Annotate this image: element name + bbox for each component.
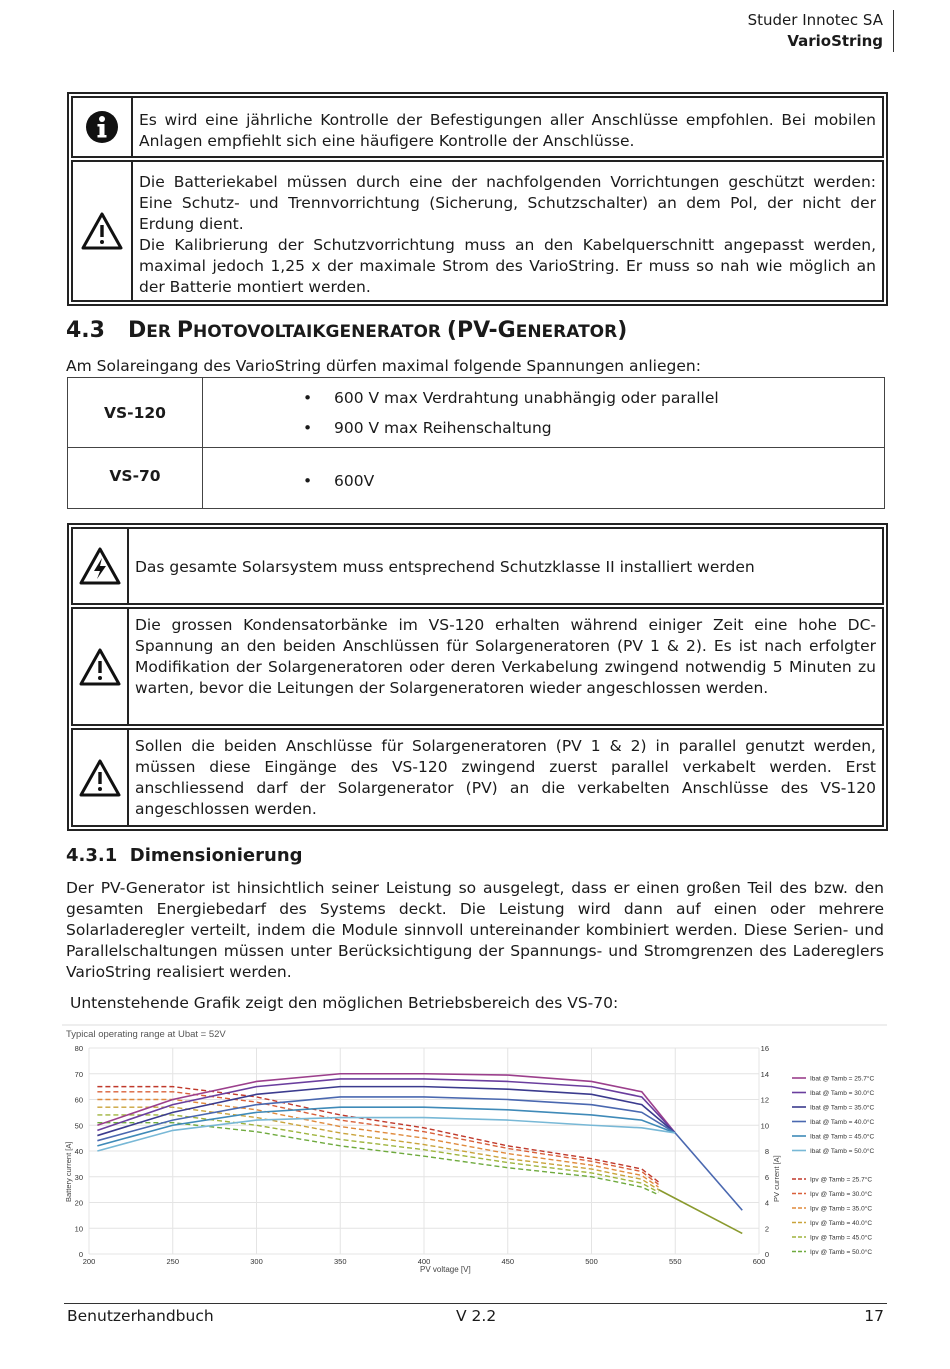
model-name: VS-120 bbox=[68, 378, 203, 448]
list-item: • 600V bbox=[303, 466, 884, 496]
footer-manual: Benutzerhandbuch bbox=[67, 1307, 214, 1325]
notice-text: Die Kalibrierung der Schutzvorrichtung muss an den Kabelquerschnitt angepasst werden, maximal jedoch 1,25 x der maximale Strom des VarioString. Er muss so nah wie möglich an der Batterie montiert werden. bbox=[139, 236, 876, 296]
ipv-series-line bbox=[97, 1107, 658, 1189]
body-paragraph: Untenstehende Grafik zeigt den möglichen Betriebsbereich des VS-70: bbox=[70, 994, 619, 1012]
notice-row-info bbox=[71, 96, 884, 158]
y-tick-label-left: 40 bbox=[74, 1147, 83, 1156]
y-tick-label-right: 12 bbox=[760, 1095, 769, 1105]
notice-box-pv bbox=[67, 523, 888, 831]
list-item: • 900 V max Reihenschaltung bbox=[303, 413, 884, 443]
legend-label: Ibat @ Tamb = 45.0°C bbox=[810, 1133, 875, 1141]
voltage-table bbox=[67, 377, 885, 509]
subsection-heading bbox=[66, 845, 303, 866]
company-name: Studer Innotec SA bbox=[747, 11, 883, 29]
operating-range-chart bbox=[62, 1022, 887, 1280]
notice-row-warning bbox=[71, 607, 884, 726]
notice-text: Die grossen Kondensatorbänke im VS-120 erhalten während einiger Zeit eine hohe DC-Spannung an den beiden Anschlüssen für Solargeneratoren (PV 1 & 2). Es ist nach erfolgter Modifikation der Solargeneratoren oder deren Verkabelung zwingend notwendig 5 Minuten zu warten, bevor die Leitungen der Solargeneratoren wieder angeschlossen werden. bbox=[135, 616, 876, 697]
body-paragraph: Der PV-Generator ist hinsichtlich seiner Leistung so ausgelegt, dass er einen großen Teil des bzw. den gesamten Energiebedarf des Systems deckt. Die Leistung wird dann auf einen oder mehrere Solarladeregler verteilt, indem die Module sinnvoll untereinander kombiniert werden. Diese Serien- und Parallelschaltungen müssen unter Berücksichtigung der Spannungs- und Stromgrenzen des Ladereglers VarioString realisiert werden. bbox=[66, 879, 884, 981]
x-tick-label: 400 bbox=[417, 1257, 431, 1266]
warning-icon bbox=[73, 162, 133, 300]
legend-label: Ipv @ Tamb = 35.0°C bbox=[810, 1205, 873, 1213]
section-title-part: P bbox=[176, 318, 193, 343]
ipv-series-line bbox=[97, 1100, 658, 1188]
page-footer bbox=[64, 1303, 887, 1325]
y-tick-label-left: 0 bbox=[78, 1250, 83, 1259]
chart-title: Typical operating range at Ubat = 52V bbox=[66, 1029, 226, 1040]
y-tick-label-left: 50 bbox=[74, 1121, 83, 1131]
notice-row-warning bbox=[71, 160, 884, 302]
spec-cell bbox=[203, 448, 885, 509]
section-title-part: ENERATOR bbox=[515, 322, 618, 342]
legend-label: Ibat @ Tamb = 40.0°C bbox=[810, 1119, 875, 1126]
x-tick-label: 500 bbox=[585, 1257, 598, 1266]
y-tick-label-left: 80 bbox=[74, 1044, 83, 1053]
section-number: 4.3 bbox=[66, 318, 105, 343]
y-tick-label-right: 0 bbox=[764, 1250, 769, 1259]
footer-page-number: 17 bbox=[864, 1307, 884, 1325]
legend-label: Ipv @ Tamb = 25.7°C bbox=[810, 1176, 873, 1184]
y-axis-label-right: PV current [A] bbox=[772, 1155, 781, 1202]
y-tick-label-left: 10 bbox=[74, 1224, 83, 1234]
warning-icon bbox=[73, 730, 129, 825]
notice-text: Sollen die beiden Anschlüsse für Solargeneratoren (PV 1 & 2) in parallel genutzt werden, müssen diese Eingänge des VS-120 zwingend zuerst parallel verkabelt werden. Erst anschliessend darf der Solargenerator (PV) an die verkabelten Anschlüsse des VS-120 angeschlossen werden. bbox=[135, 737, 876, 818]
table-row bbox=[68, 448, 885, 509]
product-name: VarioString bbox=[787, 32, 883, 50]
y-tick-label-left: 20 bbox=[74, 1198, 83, 1208]
legend-label: Ipv @ Tamb = 40.0°C bbox=[810, 1220, 873, 1227]
notice-box-battery bbox=[67, 92, 888, 306]
y-tick-label-right: 2 bbox=[764, 1224, 769, 1234]
section-title-part: D bbox=[127, 318, 147, 343]
legend-label: Ipv @ Tamb = 45.0°C bbox=[810, 1234, 873, 1242]
x-axis-label: PV voltage [V] bbox=[420, 1265, 471, 1274]
list-item: • 600 V max Verdrahtung unabhängig oder parallel bbox=[303, 383, 884, 413]
subsection-title: Dimensionierung bbox=[129, 845, 303, 866]
section-title-part: ) bbox=[617, 318, 628, 343]
legend-label: Ipv @ Tamb = 50.0°C bbox=[810, 1249, 873, 1256]
legend-label: Ipv @ Tamb = 30.0°C bbox=[810, 1191, 873, 1198]
legend-label: Ibat @ Tamb = 25.7°C bbox=[810, 1075, 875, 1083]
ibat-tail-line bbox=[675, 1133, 742, 1210]
x-tick-label: 200 bbox=[82, 1257, 96, 1266]
chart-lines bbox=[97, 1074, 742, 1234]
y-tick-label-right: 16 bbox=[760, 1044, 769, 1053]
y-tick-label-left: 70 bbox=[74, 1069, 83, 1079]
section-heading bbox=[66, 318, 627, 343]
y-tick-label-left: 60 bbox=[74, 1095, 83, 1105]
info-icon bbox=[73, 98, 133, 156]
ipv-series-line bbox=[97, 1115, 658, 1192]
x-tick-label: 600 bbox=[752, 1257, 766, 1266]
legend-label: Ibat @ Tamb = 30.0°C bbox=[810, 1090, 875, 1097]
ibat-series-line bbox=[97, 1097, 675, 1141]
y-tick-label-right: 10 bbox=[760, 1121, 769, 1131]
model-name: VS-70 bbox=[68, 448, 203, 509]
legend-label: Ibat @ Tamb = 50.0°C bbox=[810, 1148, 875, 1155]
section-title-part: HOTOVOLTAIKGENERATOR bbox=[192, 322, 447, 342]
chart-ticks bbox=[75, 1044, 769, 1266]
high-voltage-icon bbox=[73, 529, 129, 603]
y-tick-label-right: 14 bbox=[760, 1069, 769, 1079]
y-tick-label-right: 8 bbox=[764, 1147, 769, 1156]
y-tick-label-left: 30 bbox=[74, 1172, 83, 1182]
y-tick-label-right: 4 bbox=[764, 1198, 769, 1208]
notice-row-warning bbox=[71, 728, 884, 827]
spec-cell bbox=[203, 378, 885, 448]
intro-text: Am Solareingang des VarioString dürfen maximal folgende Spannungen anliegen: bbox=[66, 357, 701, 375]
notice-row-voltage bbox=[71, 527, 884, 605]
section-title-part: (PV-G bbox=[446, 318, 516, 343]
y-tick-label-right: 6 bbox=[764, 1172, 769, 1182]
notice-text: Es wird eine jährliche Kontrolle der Befestigungen aller Anschlüsse empfohlen. Bei mobilen Anlagen empfiehlt sich eine häufigere Kontrolle der Anschlüsse. bbox=[139, 111, 876, 150]
y-axis-label-left: Battery current [A] bbox=[64, 1141, 73, 1202]
notice-text: Die Batteriekabel müssen durch eine der nachfolgenden Vorrichtungen geschützt werden: Eine Schutz- und Trennvorrichtung (Sicherung, Schutzschalter) an dem Pol, der nicht der Erdung dient. bbox=[139, 173, 876, 233]
x-tick-label: 300 bbox=[250, 1257, 263, 1266]
chart-legend bbox=[792, 1075, 874, 1257]
x-tick-label: 350 bbox=[333, 1257, 347, 1266]
x-tick-label: 550 bbox=[668, 1257, 682, 1266]
x-tick-label: 450 bbox=[501, 1257, 515, 1266]
notice-text-block bbox=[133, 162, 882, 300]
notice-text: Das gesamte Solarsystem muss entsprechend Schutzklasse II installiert werden bbox=[135, 558, 755, 576]
footer-version: V 2.2 bbox=[456, 1307, 497, 1325]
legend-label: Ibat @ Tamb = 35.0°C bbox=[810, 1104, 875, 1112]
warning-icon bbox=[73, 609, 129, 724]
x-tick-label: 250 bbox=[166, 1257, 180, 1266]
section-title-part: ER bbox=[146, 322, 177, 342]
page-header bbox=[748, 10, 894, 52]
subsection-number: 4.3.1 bbox=[66, 845, 118, 866]
table-row bbox=[68, 378, 885, 448]
